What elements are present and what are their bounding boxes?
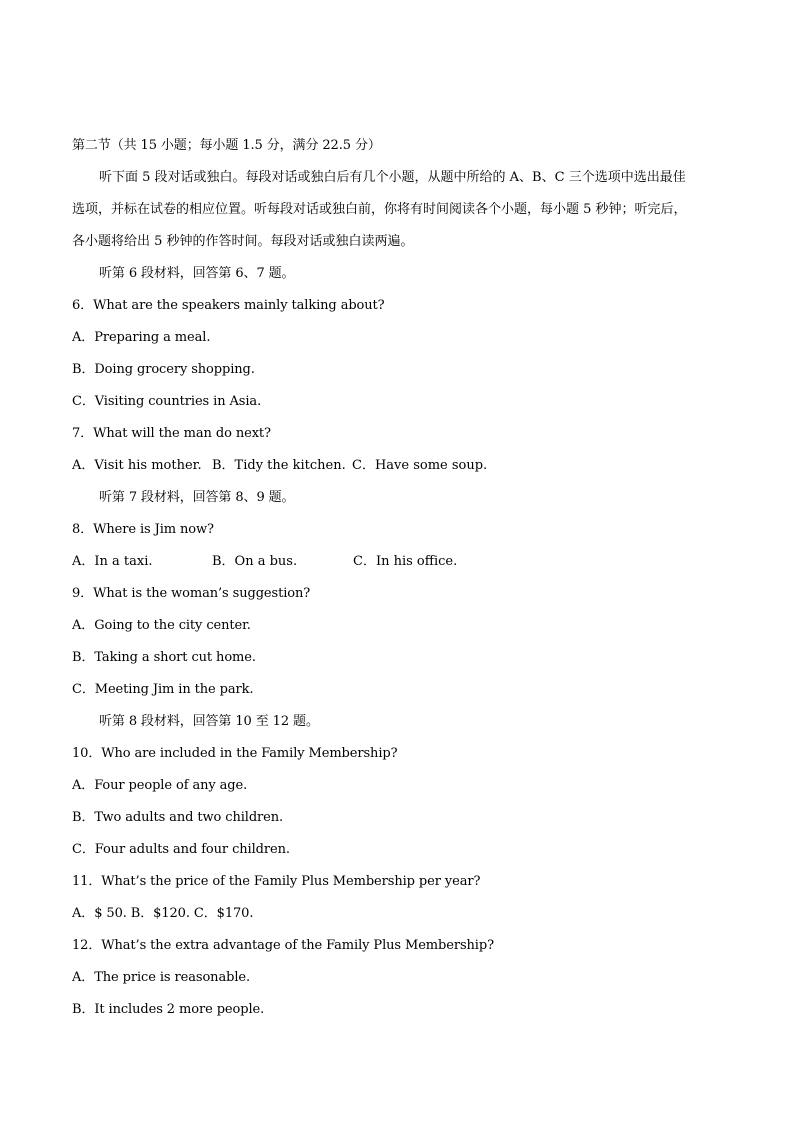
- question-10-option-b: B．Two adults and two children.: [72, 810, 284, 825]
- question-7-stem: 7．What will the man do next?: [72, 426, 271, 441]
- group-intro-10-12: 听第 8 段材料，回答第 10 至 12 题。: [99, 714, 319, 729]
- question-6-option-c: C．Visiting countries in Asia.: [72, 394, 262, 409]
- question-8-stem: 8．Where is Jim now?: [72, 522, 214, 537]
- question-11-options: A．$ 50. B．$120. C．$170.: [72, 906, 254, 921]
- exam-page: [72, 130, 732, 1026]
- instructions-line-1: 听下面 5 段对话或独白。每段对话或独白后有几个小题，从题中所给的 A、B、C 三个选项中选出最佳: [99, 170, 686, 185]
- question-7-option-c: C．Have some soup.: [352, 458, 488, 473]
- question-11-stem: 11．What’s the price of the Family Plus Membership per year?: [72, 874, 481, 889]
- question-7-option-a: A．Visit his mother.: [72, 458, 202, 473]
- question-9-stem: 9．What is the woman’s suggestion?: [72, 586, 311, 601]
- question-6-stem: 6．What are the speakers mainly talking about?: [72, 298, 385, 313]
- question-9-option-b: B．Taking a short cut home.: [72, 650, 256, 665]
- question-12-option-a: A．The price is reasonable.: [72, 970, 251, 985]
- question-6-option-b: B．Doing grocery shopping.: [72, 362, 255, 377]
- question-10-option-a: A．Four people of any age.: [72, 778, 248, 793]
- question-12-stem: 12．What’s the extra advantage of the Family Plus Membership?: [72, 938, 494, 953]
- question-9-option-c: C．Meeting Jim in the park.: [72, 682, 254, 697]
- question-8-option-a: A．In a taxi.: [72, 554, 153, 569]
- group-intro-6-7: 听第 6 段材料，回答第 6、7 题。: [99, 266, 295, 281]
- section-heading: 第二节（共 15 小题；每小题 1.5 分，满分 22.5 分）: [72, 138, 381, 153]
- section-instructions: [72, 162, 727, 258]
- question-7-option-b: B．Tidy the kitchen.: [212, 458, 346, 473]
- question-8-options: [72, 546, 732, 578]
- question-9-option-a: A．Going to the city center.: [72, 618, 251, 633]
- question-8-option-c: C．In his office.: [353, 554, 458, 569]
- group-intro-8-9: 听第 7 段材料，回答第 8、9 题。: [99, 490, 295, 505]
- instructions-line-2: 选项，并标在试卷的相应位置。听每段对话或独白前，你将有时间阅读各个小题，每小题 5 秒钟；听完后，: [72, 202, 687, 217]
- question-10-option-c: C．Four adults and four children.: [72, 842, 290, 857]
- instructions-line-3: 各小题将给出 5 秒钟的作答时间。每段对话或独白读两遍。: [72, 234, 414, 249]
- question-10-stem: 10．Who are included in the Family Membership?: [72, 746, 398, 761]
- question-7-options: [72, 450, 732, 482]
- question-12-option-b: B．It includes 2 more people.: [72, 1002, 265, 1017]
- question-8-option-b: B．On a bus.: [212, 554, 298, 569]
- question-6-option-a: A．Preparing a meal.: [72, 330, 211, 345]
